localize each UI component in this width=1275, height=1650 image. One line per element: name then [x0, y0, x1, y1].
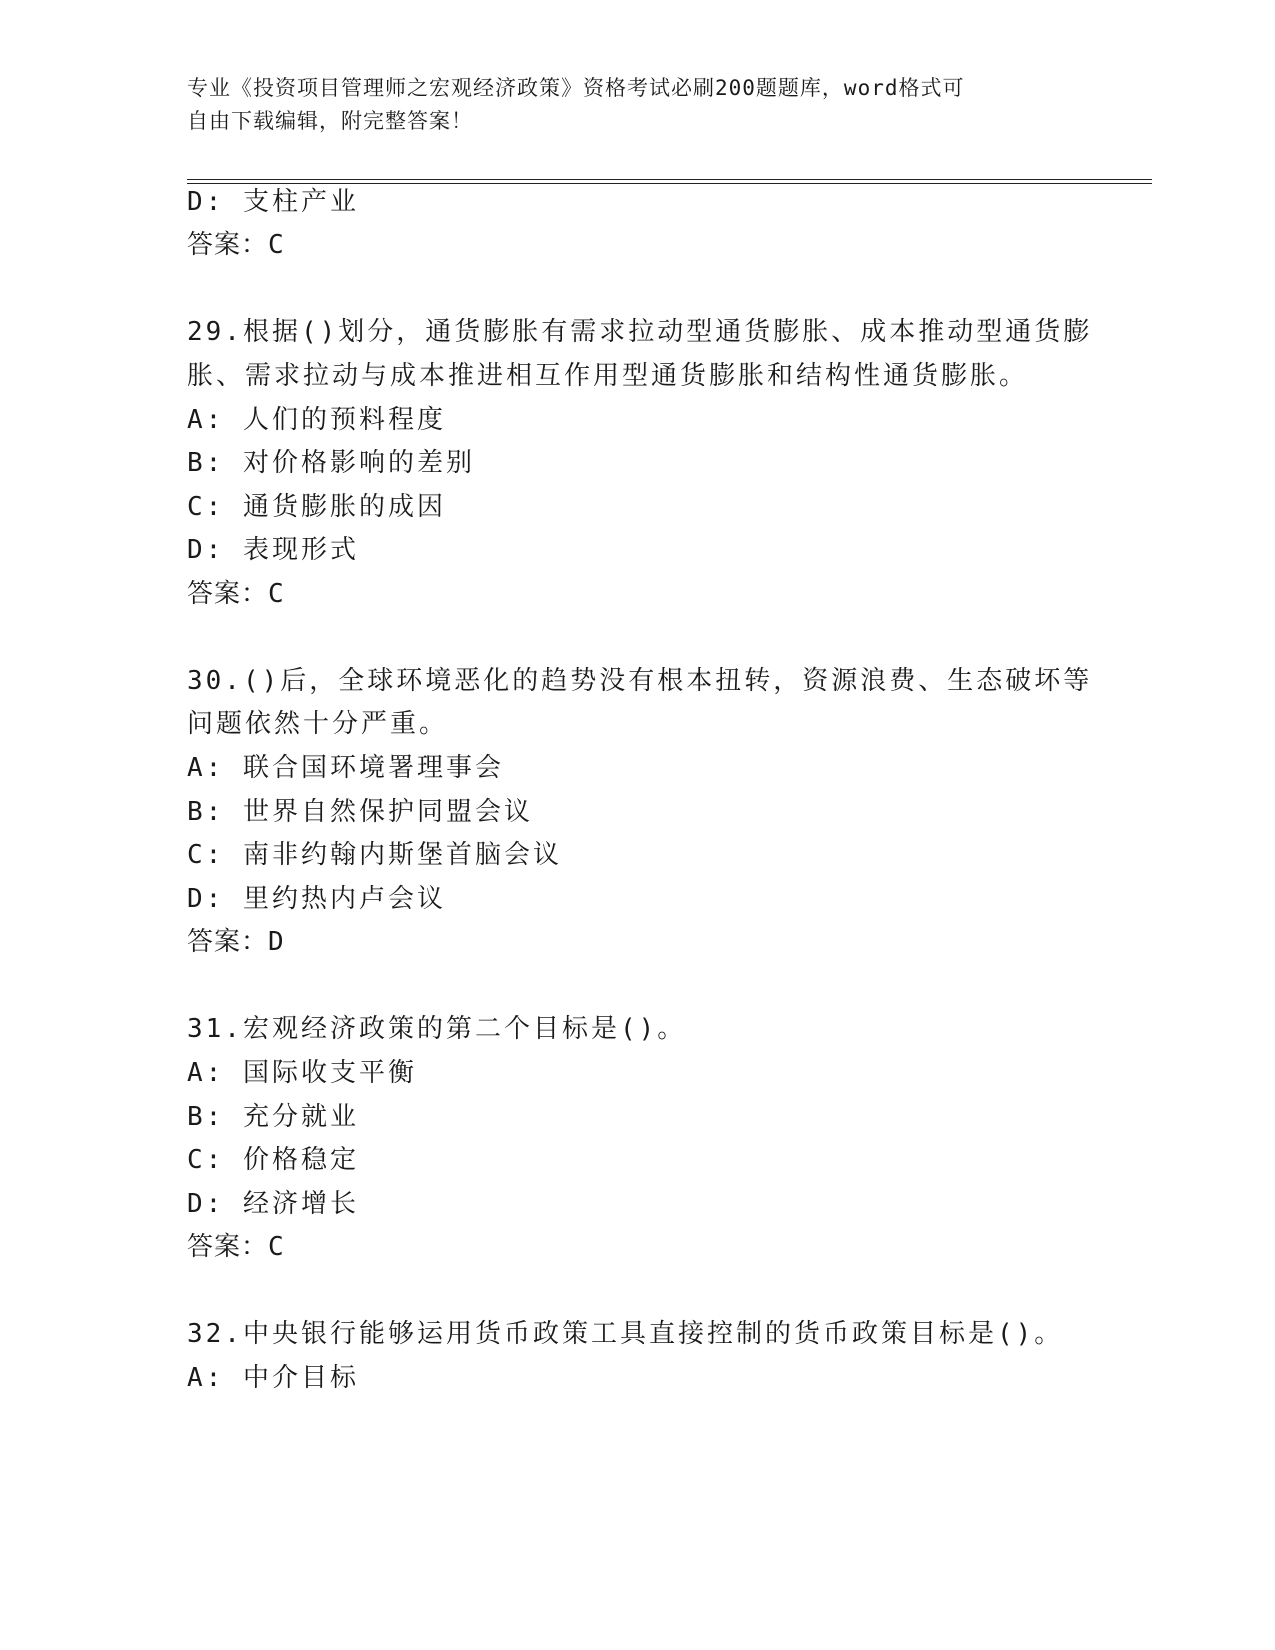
q29-answer: 答案：C	[187, 579, 285, 609]
header-line-2: 自由下载编辑，附完整答案！	[187, 109, 473, 133]
q29-stem-line-2: 胀、需求拉动与成本推进相互作用型通货膨胀和结构性通货膨胀。	[187, 361, 1029, 391]
q31-answer: 答案：C	[187, 1232, 285, 1262]
q29-option-a: A: 人们的预料程度	[187, 405, 446, 435]
q28-answer: 答案：C	[187, 230, 285, 260]
q31-stem-line-1: 31.宏观经济政策的第二个目标是()。	[187, 1014, 687, 1044]
document-header	[187, 72, 1067, 138]
q29-option-c: C: 通货膨胀的成因	[187, 492, 446, 522]
q29-option-d: D: 表现形式	[187, 535, 359, 565]
q30-stem-line-1: 30.()后，全球环境恶化的趋势没有根本扭转，资源浪费、生态破坏等	[187, 666, 1093, 696]
q32-option-a: A: 中介目标	[187, 1363, 359, 1393]
q30-answer: 答案：D	[187, 927, 285, 957]
q32-stem-line-1: 32.中央银行能够运用货币政策工具直接控制的货币政策目标是()。	[187, 1319, 1064, 1349]
q31-option-a: A: 国际收支平衡	[187, 1058, 417, 1088]
q30-option-d: D: 里约热内卢会议	[187, 884, 446, 914]
q29-option-b: B: 对价格影响的差别	[187, 448, 475, 478]
q29-stem-line-1: 29.根据()划分，通货膨胀有需求拉动型通货膨胀、成本推动型通货膨	[187, 317, 1093, 347]
q28-option-d: D: 支柱产业	[187, 187, 359, 217]
q31-option-b: B: 充分就业	[187, 1102, 359, 1132]
q30-option-b: B: 世界自然保护同盟会议	[187, 797, 533, 827]
q31-option-c: C: 价格稳定	[187, 1145, 359, 1175]
q31-option-d: D: 经济增长	[187, 1189, 359, 1219]
header-line-1: 专业《投资项目管理师之宏观经济政策》资格考试必刷200题题库，word格式可	[187, 76, 965, 100]
q30-option-c: C: 南非约翰内斯堡首脑会议	[187, 840, 562, 870]
q30-option-a: A: 联合国环境署理事会	[187, 753, 504, 783]
q30-stem-line-2: 问题依然十分严重。	[187, 709, 449, 739]
